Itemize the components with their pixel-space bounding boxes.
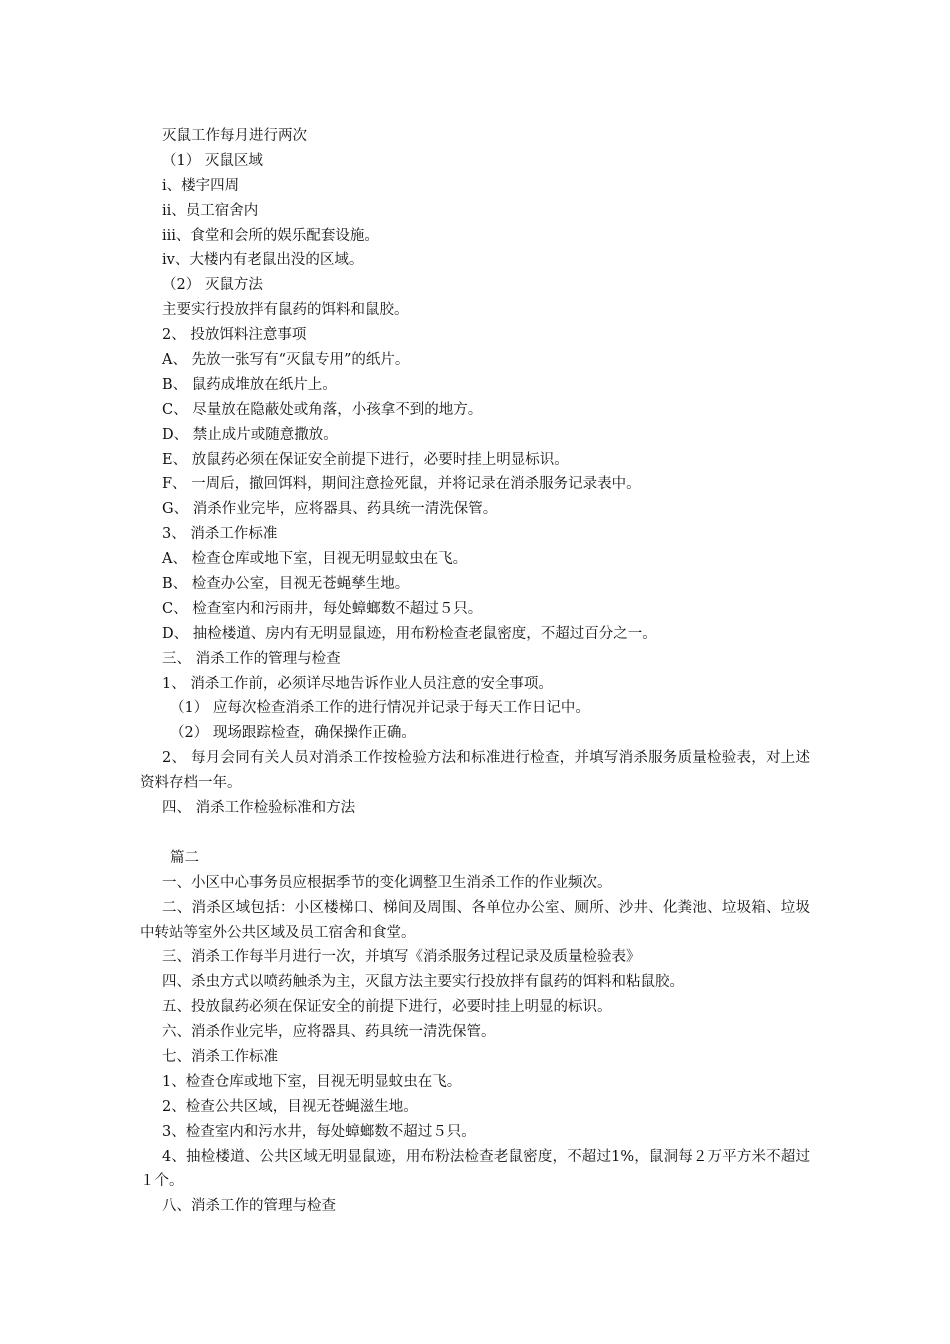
paragraph-monthly-inspection: 2、 每月会同有关人员对消杀工作按检验方法和标准进行检查，并填写消杀服务质量检验表，对上述资料存档一年。 [140,750,810,792]
blank-line [140,821,810,846]
text-line: B、 检查办公室，目视无苍蝇孳生地。 [162,576,410,593]
text-line: ⅱ、员工宿舍内 [162,202,259,219]
text-line: C、 检查室内和污雨井，每处蟑螂数不超过５只。 [162,600,483,617]
text-line: A、 检查仓库或地下室，目视无明显蚊虫在飞。 [162,551,468,568]
text-line: 四、杀虫方式以喷药触杀为主，灭鼠方法主要实行投放拌有鼠药的饵料和粘鼠胶。 [162,974,684,991]
text-line: 一、小区中心事务员应根据季节的变化调整卫生消杀工作的作业频次。 [162,874,612,891]
text-line: 2、检查公共区域，目视无苍蝇滋生地。 [162,1098,418,1115]
text-line: 八、消杀工作的管理与检查 [162,1198,336,1215]
text-line: D、 禁止成片或随意撒放。 [162,426,338,443]
text-line: C、 尽量放在隐蔽处或角落，小孩拿不到的地方。 [162,401,483,418]
text-line: D、 抽检楼道、房内有无明显鼠迹，用布粉检查老鼠密度，不超过百分之一。 [162,625,657,642]
text-line: （1） 灭鼠区域 [162,152,263,169]
text-line: E、 放鼠药必须在保证安全前提下进行，必要时挂上明显标识。 [162,451,569,468]
text-line: 六、消杀作业完毕，应将器具、药具统一清洗保管。 [162,1024,496,1041]
text-line: 三、消杀工作每半月进行一次，并填写《消杀服务过程记录及质量检验表》 [162,949,641,966]
section-heading: 三、 消杀工作的管理与检查 [162,650,341,667]
text-line: 主要实行投放拌有鼠药的饵料和鼠胶。 [162,302,409,319]
text-line: 七、消杀工作标准 [162,1049,278,1066]
text-line: 2、 投放饵料注意事项 [162,327,307,344]
text-line: ⅲ、食堂和会所的娱乐配套设施。 [162,227,379,244]
text-line: 1、检查仓库或地下室，目视无明显蚊虫在飞。 [162,1073,462,1090]
document-body [140,124,810,1219]
text-line: 3、检查室内和污水井，每处蟑螂数不超过５只。 [162,1123,476,1140]
text-line: F、 一周后，撤回饵料，期间注意捡死鼠，并将记录在消杀服务记录表中。 [162,476,641,493]
section-two [140,846,810,1219]
text-line: G、 消杀作业完毕，应将器具、药具统一清洗保管。 [162,501,498,518]
section-heading: 四、 消杀工作检验标准和方法 [162,800,356,817]
text-line: A、 先放一张写有“灭鼠专用”的纸片。 [162,352,410,369]
text-line: （2） 现场跟踪检查，确保操作正确。 [170,725,416,742]
text-line: 1、 消杀工作前，必须详尽地告诉作业人员注意的安全事项。 [162,675,553,692]
section-title: 篇二 [170,849,199,866]
text-line: 灭鼠工作每月进行两次 [162,128,307,144]
text-line: （2） 灭鼠方法 [162,277,263,294]
text-line: ⅰ、楼宇四周 [162,177,240,194]
text-line: ⅳ、大楼内有老鼠出没的区域。 [162,252,364,269]
text-line: 五、投放鼠药必须在保证安全的前提下进行，必要时挂上明显的标识。 [162,999,612,1016]
text-line: B、 鼠药成堆放在纸片上。 [162,376,337,393]
paragraph-rodent-check: 4、抽检楼道、公共区域无明显鼠迹，用布粉法检查老鼠密度，不超过1%，鼠洞每２万平方米不超过１个。 [140,1148,810,1190]
paragraph-areas: 二、消杀区域包括：小区楼梯口、梯间及周围、各单位办公室、厕所、沙井、化粪池、垃圾箱、垃圾中转站等室外公共区域及员工宿舍和食堂。 [140,899,810,941]
text-line: （1） 应每次检查消杀工作的进行情况并记录于每天工作日记中。 [170,700,590,717]
text-line: 3、 消杀工作标准 [162,526,278,543]
